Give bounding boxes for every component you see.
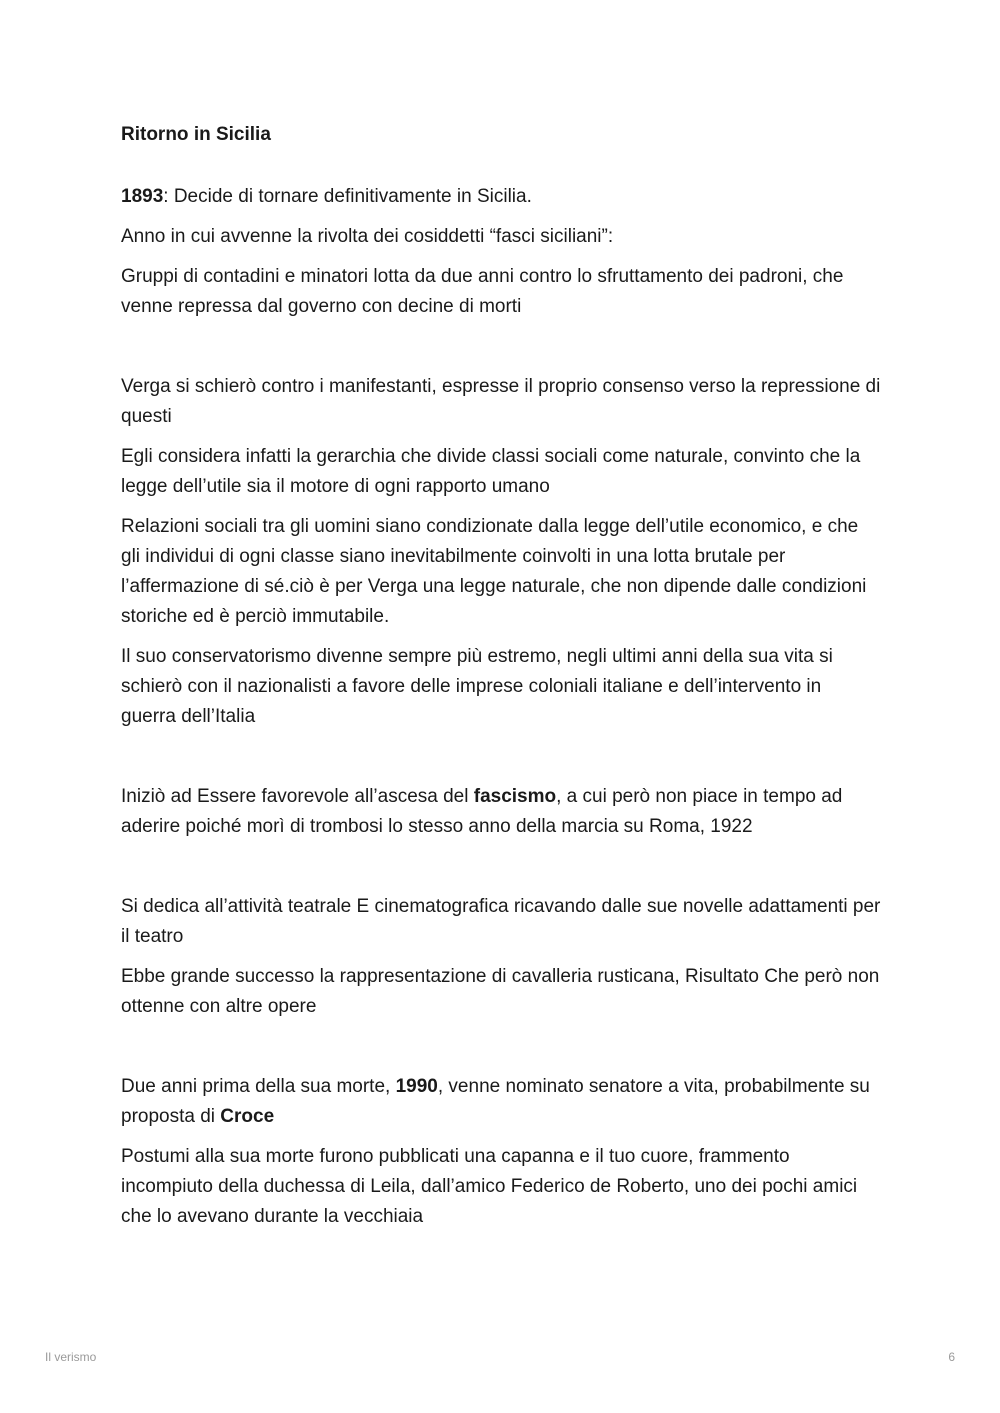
paragraph-senatore bbox=[121, 1072, 881, 1132]
paragraph-fascismo bbox=[121, 782, 881, 842]
paragraph-gerarchia: Egli considera infatti la gerarchia che divide classi sociali come naturale, convinto che la legge dell’utile sia il motore di ogni rapporto umano bbox=[121, 446, 861, 497]
paragraph-postumi: Postumi alla sua morte furono pubblicati una capanna e il tuo cuore, frammento incompiuto della duchessa di Leila, dall’amico Federico de Roberto, uno dei pochi amici che lo avevano durante la vecchiaia bbox=[121, 1146, 858, 1227]
paragraph-text: Due anni prima della sua morte, bbox=[121, 1076, 396, 1097]
bold-croce: Croce bbox=[220, 1106, 275, 1127]
paragraph-relazioni: Relazioni sociali tra gli uomini siano condizionate dalla legge dell’utile economico, e che gli individui di ogni classe siano inevitabilmente coinvolti in una lotta brutale per l’affermazione di sé.ciò è per Verga una legge naturale, che non dipende dalle condizioni storiche ed è perciò immutabile. bbox=[121, 516, 867, 627]
footer-title: Il verismo bbox=[45, 1350, 97, 1364]
paragraph-teatro: Si dedica all’attività teatrale E cinematografica ricavando dalle sue novelle adattamenti per il teatro bbox=[121, 896, 881, 947]
paragraph-cavalleria: Ebbe grande successo la rappresentazione di cavalleria rusticana, Risultato Che però non ottenne con altre opere bbox=[121, 966, 880, 1017]
paragraph-text: Iniziò ad Essere favorevole all’ascesa del bbox=[121, 786, 474, 807]
section-heading: Ritorno in Sicilia bbox=[121, 124, 271, 145]
paragraph-text: : Decide di tornare definitivamente in Sicilia. bbox=[163, 186, 532, 207]
paragraph-conservatorismo: Il suo conservatorismo divenne sempre più estremo, negli ultimi anni della sua vita si schierò con il nazionalisti a favore delle imprese coloniali italiane e dell’intervento in guerra dell’Italia bbox=[121, 646, 833, 727]
paragraph-verga-contro: Verga si schierò contro i manifestanti, espresse il proprio consenso verso la repressione di questi bbox=[121, 376, 881, 427]
bold-fascismo: fascismo bbox=[473, 786, 557, 807]
year-1893: 1893 bbox=[121, 186, 164, 207]
page-number: 6 bbox=[948, 1350, 955, 1364]
document-body bbox=[121, 122, 881, 1242]
paragraph-text: , venne nominato senatore a vita, probabilmente su proposta di bbox=[121, 1076, 870, 1127]
paragraph-gruppi: Gruppi di contadini e minatori lotta da due anni contro lo sfruttamento dei padroni, che venne repressa dal governo con decine di morti bbox=[121, 266, 844, 317]
paragraph-1893 bbox=[121, 182, 881, 212]
paragraph-fasci: Anno in cui avvenne la rivolta dei cosiddetti “fasci siciliani”: bbox=[121, 226, 614, 247]
year-1990: 1990 bbox=[395, 1076, 438, 1097]
paragraph-text: , a cui però non piace in tempo ad aderire poiché morì di trombosi lo stesso anno della marcia su Roma, 1922 bbox=[121, 786, 843, 837]
